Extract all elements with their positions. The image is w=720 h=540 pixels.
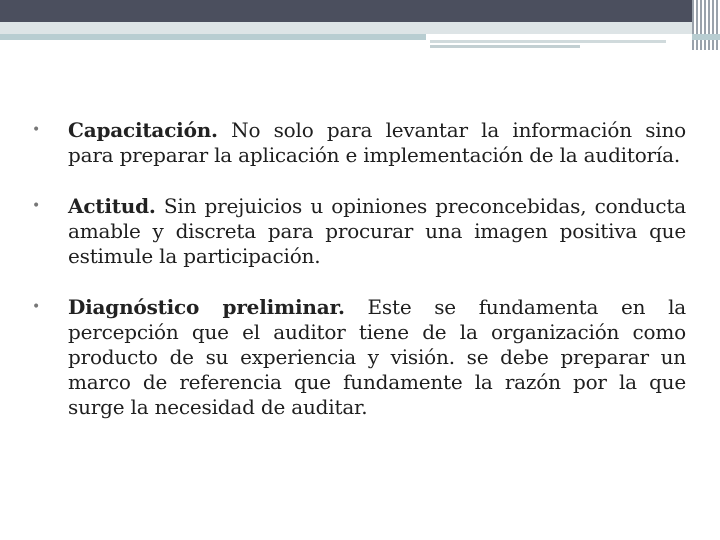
item-term: Actitud. [68, 194, 156, 218]
list-item [24, 194, 686, 269]
bullet-list [24, 118, 686, 446]
item-body: Sin prejuicios u opiniones preconcebidas, conducta amable y discreta para procurar una imagen positiva que estimule la participación. [68, 194, 686, 268]
list-item-text [68, 118, 686, 168]
bullet-marker: • [32, 122, 41, 138]
header-thin-line-2 [430, 45, 580, 48]
item-term: Diagnóstico preliminar. [68, 295, 345, 319]
header-stripes-decoration [692, 0, 720, 50]
bullet-marker: • [32, 299, 41, 315]
header-light-band [0, 22, 692, 34]
header-accent-bar-right [692, 34, 720, 40]
header-accent-bar-left [0, 34, 426, 40]
header-thin-line-1 [430, 40, 666, 43]
list-item [24, 118, 686, 168]
header-dark-bar [0, 0, 720, 22]
item-body: Este se fundamenta en la percepción que el auditor tiene de la organización como producto de su experiencia y visión. se debe preparar un marco de referencia que fundamente la razón por la que surge la necesidad de auditar. [68, 295, 686, 419]
bullet-marker: • [32, 198, 41, 214]
list-item-text [68, 194, 686, 269]
list-item [24, 295, 686, 420]
list-item-text [68, 295, 686, 420]
item-term: Capacitación. [68, 118, 218, 142]
item-body: No solo para levantar la información sino para preparar la aplicación e implementación de la auditoría. [68, 118, 686, 167]
